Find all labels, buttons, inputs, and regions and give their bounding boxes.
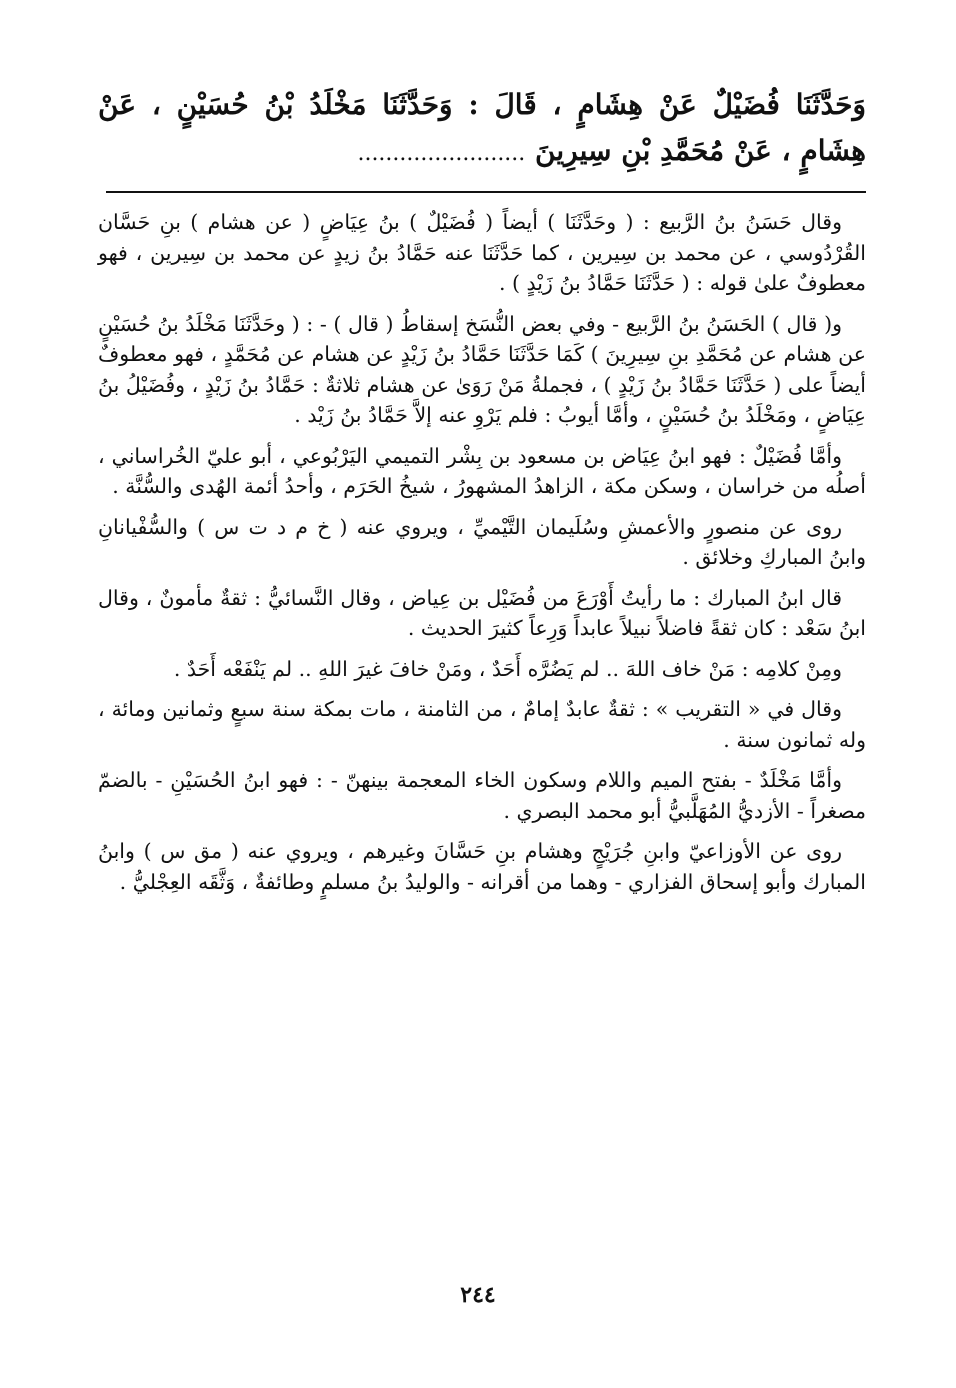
commentary-paragraph: وقال حَسَنُ بنُ الرَّبيع : ( وحَدَّثَنَا ) أيضاً ( فُضَيْلٌ ) بنُ عِيَاضٍ ( عن هشام ) بنِ حَسَّان القُرْدُوسي ، عن محمد بن سِيرين ، كما حَدَّثَنَا عنه حَمَّادُ بنُ زيدٍ عن محمد بن سِيرين ، فهو معطوفٌ علىٰ قوله : ( حَدَّثَنَا حَمَّادُ بنُ زَيْدٍ ) . <box>98 210 866 295</box>
commentary-paragraph: وأمَّا مَخْلَدٌ - بفتح الميم واللام وسكون الخاء المعجمة بينهنّ - : فهو ابنُ الحُسَيْنِ - بالضمّ مصغراً - الأزديُّ المُهَلَّبيُّ أبو محمد البصري . <box>98 768 866 823</box>
hadith-dots: ........................ <box>357 141 526 166</box>
commentary-paragraph: وأمَّا فُضَيْلٌ : فهو ابنُ عِيَاض بن مسعود بن بِشْر التميمي اليَرْبُوعي ، أبو عليّ الخُراساني ، أصلُه من خراسان ، وسكن مكة ، الزاهدُ المشهورُ ، شيخُ الحَرَم ، وأحدُ أئمة الهُدى والسُّنَّة . <box>98 443 866 498</box>
commentary-block <box>98 207 866 897</box>
commentary-paragraph: قال ابنُ المبارك : ما رأيتُ أَوْرَعَ من فُضَيْل بن عِياض ، وقال النَّسائيُّ : ثقةٌ مأمونٌ ، وقال ابنُ سَعْد : كان ثقةً فاضلاً نبيلاً عابداً وَرِعاً كثيرَ الحديث . <box>98 585 866 640</box>
page-number: ٢٤٤ <box>460 1282 496 1308</box>
separator-rule <box>106 191 866 193</box>
commentary-paragraph: و( قال ) الحَسَنُ بنُ الرَّبيع - وفي بعض النُّسَخ إسقاطُ ( قال ) - : ( وحَدَّثَنَا مَخْلَدُ بنُ حُسَيْنٍ عن هشام عن مُحَمَّدِ بنِ سِيرِينَ ) كَمَا حَدَّثَنَا حَمَّادُ بنُ زَيْدٍ عن هشام عن مُحَمَّدٍ ، فهو معطوفٌ أيضاً على ( حَدَّثَنَا حَمَّادُ بنُ زَيْدٍ ) ، فجملةُ مَنْ رَوَىٰ عن هشام ثلاثةٌ : حَمَّادُ بنُ زَيْدٍ ، وفُضَيْلُ بنُ عِيَاضٍ ، ومَخْلَدُ بنُ حُسَيْنٍ ، وأمَّا أيوبُ : فلم يَرْوِ عنه إلاَّ حَمَّادُ بنُ زَيْد . <box>98 311 866 427</box>
hadith-text-block <box>98 82 866 177</box>
commentary-paragraph: روى عن منصورٍ والأعمشِ وسُلَيمان التَّيْميِّ ، ويروي عنه ( خ م د ت س ) والسُّفْيانانِ وابنُ المباركِ وخلائق . <box>98 514 866 569</box>
commentary-paragraph: وقال في « التقريب » : ثقةٌ عابدٌ إمامٌ ، من الثامنة ، مات بمكة سنة سبعٍ وثمانين ومائة ، وله ثمانون سنة . <box>98 697 866 752</box>
commentary-paragraph: روى عن الأوزاعيّ وابنِ جُرَيْجٍ وهشام بنِ حَسَّانَ وغيرهم ، ويروي عنه ( مق س ) وابنُ المبارك وأبو إسحاق الفزاري - وهما من أقرانه - والوليدُ بنُ مسلمٍ وطائفةٌ ، وَثَّقَه العِجْليُّ . <box>98 839 866 894</box>
commentary-paragraph: ومِنْ كلامِه : مَنْ خاف اللهَ .. لم يَضُرَّه أَحَدٌ ، ومَنْ خافَ غيرَ اللهِ .. لم يَنْفَعْه أَحَدٌ . <box>173 656 842 681</box>
hadith-text: وَحَدَّثَنَا فُضَيْلٌ عَنْ هِشَامٍ ، قَالَ : وَحَدَّثَنَا مَخْلَدُ بْنُ حُسَيْنٍ ، عَنْ هِشَامٍ ، عَنْ مُحَمَّدِ بْنِ سِيرِينَ <box>98 88 866 167</box>
